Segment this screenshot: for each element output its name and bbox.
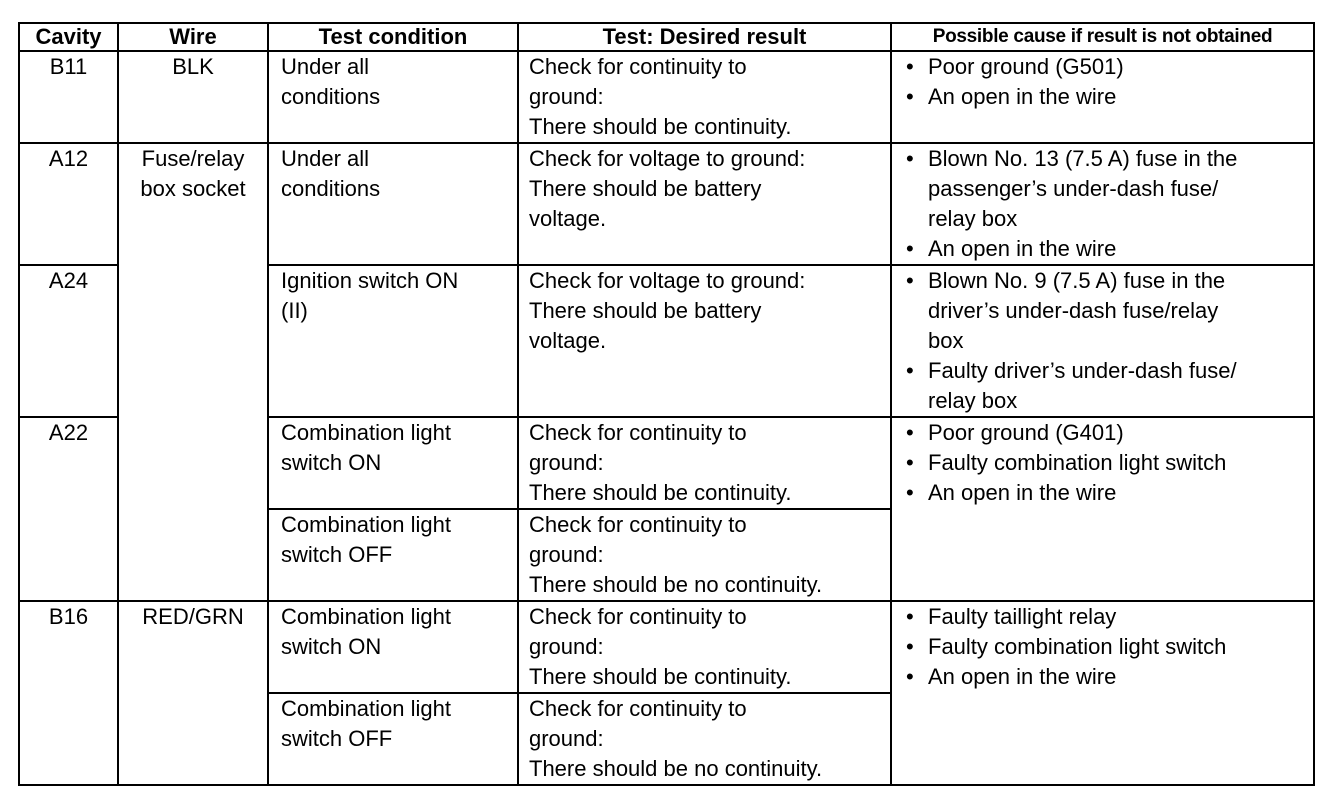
result-text: There should be continuity. <box>529 480 792 505</box>
result-text: ground: <box>529 634 604 659</box>
table-row <box>19 601 1314 693</box>
condition-cell <box>268 601 518 693</box>
cause-item: • Faulty taillight relay <box>904 602 1313 632</box>
table-row <box>19 143 1314 265</box>
result-cell <box>518 417 891 509</box>
cause-list <box>904 266 1313 416</box>
cause-cell <box>891 265 1314 417</box>
result-text: ground: <box>529 450 604 475</box>
header-test-condition: Test condition <box>268 23 518 51</box>
wire-cell <box>118 143 268 601</box>
result-text: Check for continuity to <box>529 420 747 445</box>
condition-text: switch ON <box>281 450 382 475</box>
result-cell <box>518 601 891 693</box>
table-row <box>19 51 1314 143</box>
header-possible-cause: Possible cause if result is not obtained <box>891 23 1314 51</box>
cause-text: box <box>928 328 964 353</box>
condition-text: Combination light <box>281 604 451 629</box>
cause-item: • Poor ground (G501) <box>904 52 1313 82</box>
header-cavity: Cavity <box>19 23 118 51</box>
condition-cell <box>268 417 518 509</box>
wire-cell <box>118 51 268 143</box>
cavity-cell: A24 <box>19 265 118 417</box>
cause-item: • Poor ground (G401) <box>904 418 1313 448</box>
cause-cell <box>891 51 1314 143</box>
result-text: Check for voltage to ground: <box>529 146 806 171</box>
cause-item: • An open in the wire <box>904 478 1313 508</box>
condition-cell <box>268 265 518 417</box>
cause-item: • Faulty combination light switch <box>904 448 1313 478</box>
result-text: ground: <box>529 542 604 567</box>
result-text: There should be battery <box>529 298 762 323</box>
result-text: Check for continuity to <box>529 604 747 629</box>
condition-text: conditions <box>281 176 381 201</box>
condition-text: Combination light <box>281 512 451 537</box>
cause-list <box>904 144 1313 264</box>
cause-text: relay box <box>928 206 1018 231</box>
wire-text: RED/GRN <box>142 604 244 629</box>
header-desired-result: Test: Desired result <box>518 23 891 51</box>
condition-text: switch ON <box>281 634 382 659</box>
condition-cell <box>268 143 518 265</box>
cause-cell <box>891 417 1314 601</box>
cause-item <box>904 266 1313 356</box>
result-cell <box>518 509 891 601</box>
header-row <box>19 23 1314 51</box>
condition-cell <box>268 693 518 785</box>
condition-text: Under all <box>281 146 370 171</box>
cause-text: passenger’s under-dash fuse/ <box>928 176 1219 201</box>
condition-text: switch OFF <box>281 542 393 567</box>
cause-item: • An open in the wire <box>904 82 1313 112</box>
cause-item <box>904 356 1313 416</box>
cause-item <box>904 234 1313 264</box>
result-text: There should be battery <box>529 176 762 201</box>
wire-text: box socket <box>140 176 246 201</box>
result-cell <box>518 265 891 417</box>
test-table <box>18 22 1315 786</box>
wire-cell <box>118 601 268 785</box>
wire-text: BLK <box>172 54 214 79</box>
cavity-cell: A22 <box>19 417 118 601</box>
condition-text: Under all <box>281 54 370 79</box>
cause-item: • An open in the wire <box>904 662 1313 692</box>
condition-text: conditions <box>281 84 381 109</box>
result-text: Check for continuity to <box>529 696 747 721</box>
result-text: Check for continuity to <box>529 54 747 79</box>
cause-cell <box>891 601 1314 785</box>
result-text: There should be no continuity. <box>529 572 823 597</box>
condition-text: Ignition switch ON <box>281 268 459 293</box>
cause-item <box>904 144 1313 234</box>
condition-text: Combination light <box>281 696 451 721</box>
result-text: Check for voltage to ground: <box>529 268 806 293</box>
condition-text: switch OFF <box>281 726 393 751</box>
header-wire: Wire <box>118 23 268 51</box>
wire-text: Fuse/relay <box>141 146 245 171</box>
cause-cell <box>891 143 1314 265</box>
cause-text: • Blown No. 13 (7.5 A) fuse in the <box>928 146 1238 171</box>
cause-text: • Blown No. 9 (7.5 A) fuse in the <box>928 268 1226 293</box>
cause-list <box>904 602 1313 692</box>
cavity-cell: B16 <box>19 601 118 785</box>
result-text: There should be continuity. <box>529 114 792 139</box>
result-cell <box>518 51 891 143</box>
result-text: ground: <box>529 726 604 751</box>
cause-text: driver’s under-dash fuse/relay <box>928 298 1219 323</box>
condition-text: (II) <box>281 298 308 323</box>
cause-text: • Faulty driver’s under-dash fuse/ <box>928 358 1237 383</box>
cause-list <box>904 52 1313 112</box>
cause-text: relay box <box>928 388 1018 413</box>
cause-item: • Faulty combination light switch <box>904 632 1313 662</box>
cavity-cell: B11 <box>19 51 118 143</box>
condition-cell <box>268 51 518 143</box>
result-text: voltage. <box>529 328 607 353</box>
cause-list <box>904 418 1313 508</box>
cavity-cell: A12 <box>19 143 118 265</box>
result-text: voltage. <box>529 206 607 231</box>
condition-cell <box>268 509 518 601</box>
cause-text: • An open in the wire <box>928 236 1117 261</box>
result-text: Check for continuity to <box>529 512 747 537</box>
result-cell <box>518 693 891 785</box>
result-cell <box>518 143 891 265</box>
condition-text: Combination light <box>281 420 451 445</box>
result-text: ground: <box>529 84 604 109</box>
result-text: There should be no continuity. <box>529 756 823 781</box>
result-text: There should be continuity. <box>529 664 792 689</box>
